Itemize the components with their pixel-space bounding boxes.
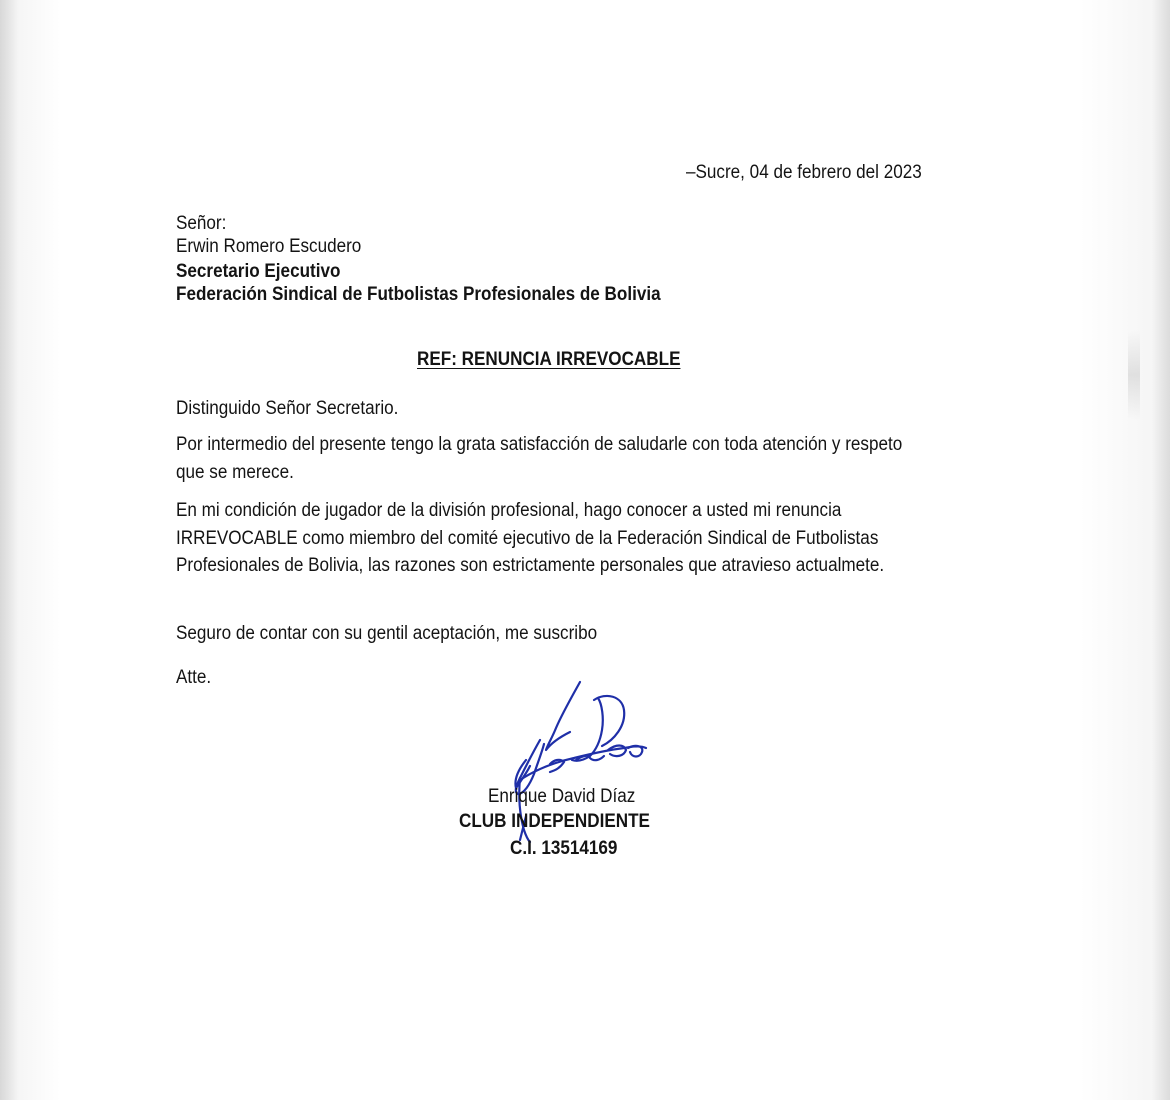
signer-club: CLUB INDEPENDIENTE [459, 811, 650, 832]
body-paragraph-2: En mi condición de jugador de la división profesional, hago conocer a usted mi renuncia IRREVOCABLE como miembro del comité ejecutivo de la Federación Sindical de Futbolistas Profesionales de Bolivia, las razones son estrictamente personales que atravieso actualmete. [176, 500, 885, 576]
paper-edge-left [0, 0, 18, 1100]
signer-name: Enrique David Díaz [488, 786, 636, 807]
reference-line: REF: RENUNCIA IRREVOCABLE [417, 349, 681, 370]
scan-artifact [1128, 330, 1140, 420]
letter-date: –Sucre, 04 de febrero del 2023 [686, 162, 922, 183]
signer-id-number: C.I. 13514169 [510, 838, 618, 859]
recipient-salutation: Señor: [176, 213, 227, 234]
recipient-organization: Federación Sindical de Futbolistas Profesionales de Bolivia [176, 284, 661, 305]
body-paragraph-3: Seguro de contar con su gentil aceptación, me suscribo [176, 623, 598, 644]
recipient-title: Secretario Ejecutivo [176, 261, 341, 282]
paper-edge-right [1152, 0, 1170, 1100]
recipient-name: Erwin Romero Escudero [176, 236, 362, 257]
letter-closing: Atte. [176, 667, 212, 688]
letter-greeting: Distinguido Señor Secretario. [176, 398, 399, 419]
body-paragraph-1: Por intermedio del presente tengo la grata satisfacción de saludarle con toda atención y respeto que se merece. [176, 434, 903, 483]
